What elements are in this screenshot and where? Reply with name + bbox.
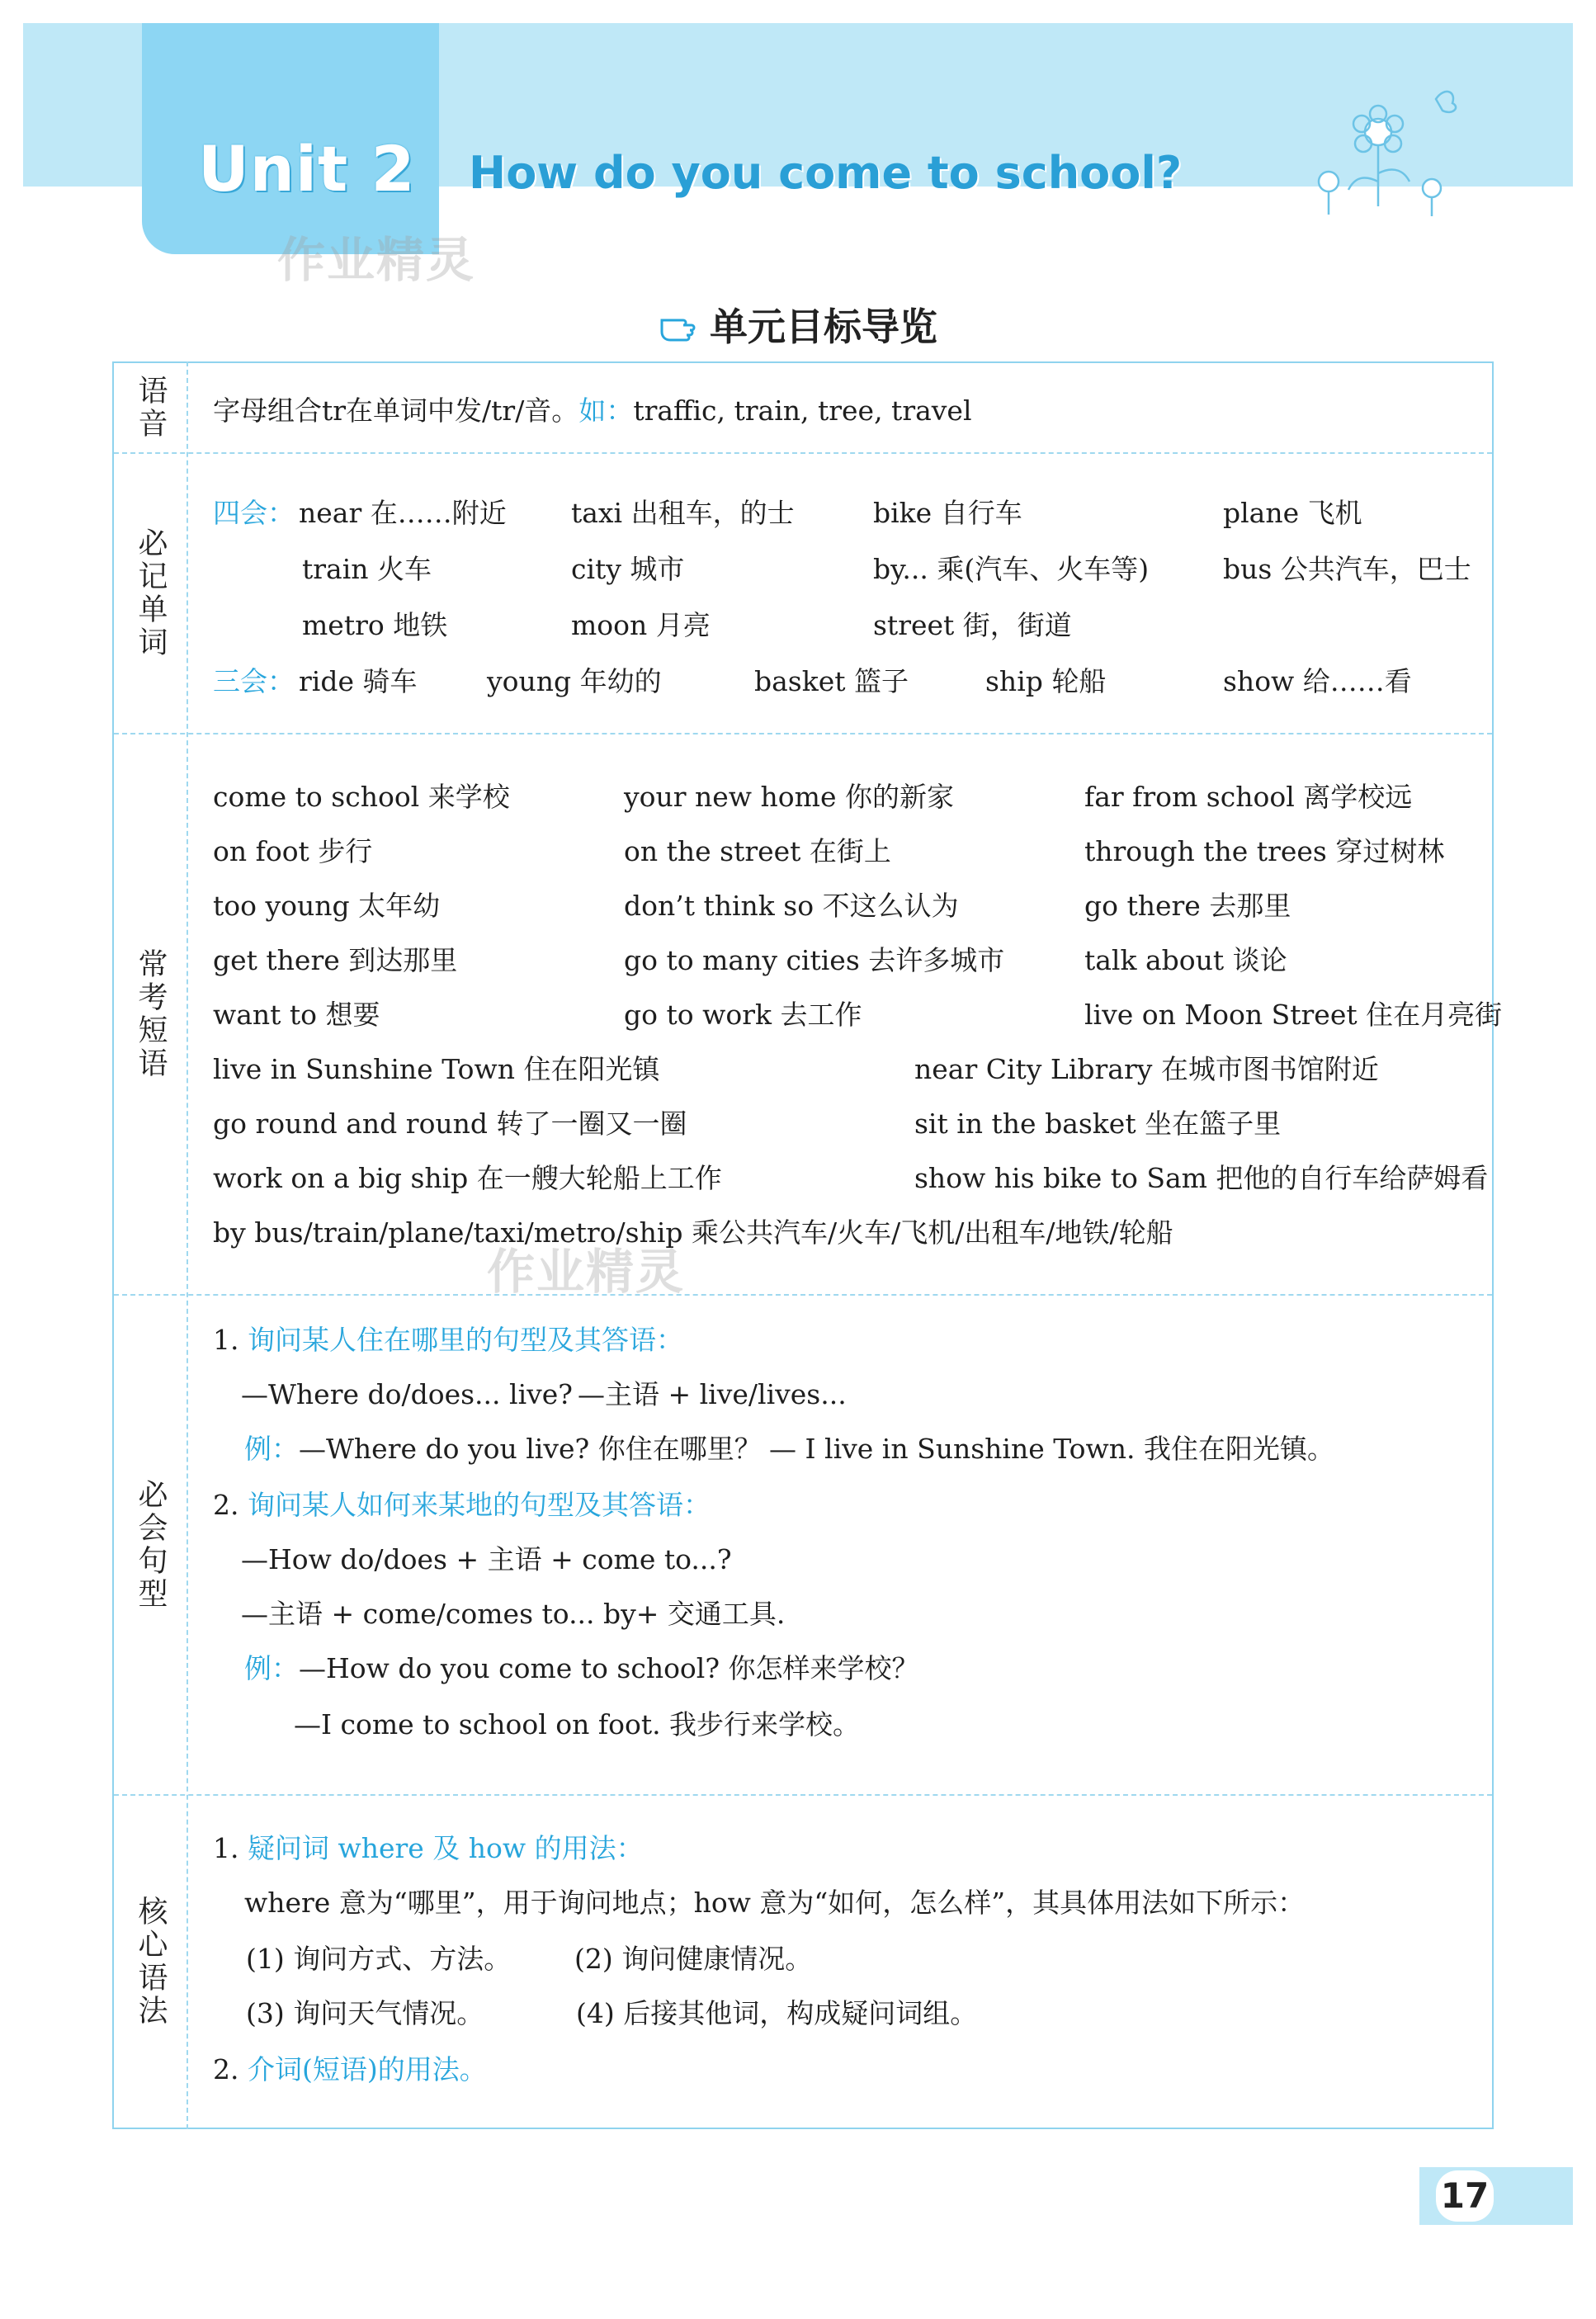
example-answer-1: — I live in Sunshine Town. 我住在阳光镇。: [769, 1433, 1335, 1465]
four-skills-label: 四会：: [213, 497, 295, 529]
pronunciation-line: [213, 394, 972, 427]
grammar-heading-1: [213, 1832, 644, 1865]
phrase-item: go to many cities 去许多城市: [624, 944, 1005, 976]
phrase-item: far from school 离学校远: [1084, 781, 1413, 813]
sentence-heading-2: [213, 1489, 711, 1522]
section-label-sentences: 必会句型: [134, 1479, 168, 1611]
phrase-item: go there 去那里: [1084, 890, 1291, 922]
phrase-item: get there 到达那里: [213, 944, 458, 976]
phrase-item: want to 想要: [213, 999, 380, 1031]
row-divider: [114, 1294, 1492, 1296]
vocab-word: metro 地铁: [302, 609, 448, 641]
sentence-pattern-q1: —Where do/does... live?: [241, 1378, 573, 1410]
unit-label: Unit 2: [198, 132, 416, 205]
vocab-word: plane 飞机: [1223, 497, 1362, 529]
heading-text: 介词(短语)的用法。: [248, 2053, 487, 2085]
pronunciation-rule: 字母组合tr在单词中发/tr/音。: [213, 394, 579, 427]
watermark: 作业精灵: [277, 232, 476, 288]
example-answer-2: —I come to school on foot. 我步行来学校。: [294, 1708, 861, 1740]
unit-title: How do you come to school?: [469, 147, 1183, 199]
vocab-word: by... 乘(汽车、火车等): [873, 553, 1150, 585]
sentence-pattern-q2: —How do/does + 主语 + come to...?: [241, 1543, 732, 1575]
heading-number: 2.: [213, 2053, 239, 2085]
vocab-word: show 给……看: [1223, 665, 1412, 697]
heading-text: 询问某人如何来某地的句型及其答语：: [248, 1489, 711, 1521]
vocab-word: bike 自行车: [873, 497, 1022, 529]
pointing-hand-icon: [659, 310, 701, 345]
vocab-word: moon 月亮: [571, 609, 711, 641]
vocab-word: train 火车: [302, 553, 432, 585]
heading-number: 1.: [213, 1324, 239, 1356]
example-1: [244, 1433, 762, 1466]
pronunciation-examples: traffic, train, tree, travel: [633, 394, 972, 427]
phrase-item: too young 太年幼: [213, 890, 441, 922]
guide-heading-text: 单元目标导览: [710, 305, 937, 349]
three-skills-label: 三会：: [213, 665, 295, 697]
example-label: 例：: [244, 1652, 299, 1684]
sentence-pattern-a2: —主语 + come/comes to... by+ 交通工具.: [241, 1598, 786, 1630]
phrase-item: go round and round 转了一圈又一圈: [213, 1108, 687, 1140]
section-label-grammar: 核心语法: [134, 1896, 168, 2028]
phrase-item: talk about 谈论: [1084, 944, 1287, 976]
vocab-word: bus 公共汽车，巴士: [1223, 553, 1471, 585]
example-question: —How do you come to school? 你怎样来学校？: [299, 1652, 919, 1684]
grammar-item: (1) 询问方式、方法。: [246, 1943, 512, 1975]
sentence-pattern-a1: —主语 + live/lives...: [578, 1378, 847, 1410]
grammar-heading-2: [213, 2053, 487, 2086]
grammar-item: (4) 后接其他词，构成疑问词组。: [576, 1997, 978, 2029]
vocab-word: young 年幼的: [487, 665, 662, 697]
phrase-item: sit in the basket 坐在篮子里: [914, 1108, 1282, 1140]
phrase-item: come to school 来学校: [213, 781, 510, 813]
vocab-word: taxi 出租车，的士: [571, 497, 795, 529]
sentence-heading-1: [213, 1324, 683, 1357]
example-label: 例：: [244, 1433, 299, 1465]
section-label-pronunciation: 语音: [134, 375, 168, 441]
phrase-item: on foot 步行: [213, 835, 373, 867]
vocab-word: ship 轮船: [985, 665, 1107, 697]
phrase-item: live in Sunshine Town 住在阳光镇: [213, 1053, 660, 1085]
row-divider: [114, 452, 1492, 454]
vocab-word: basket 篮子: [754, 665, 909, 697]
guide-heading: [0, 297, 1596, 352]
phrase-item: your new home 你的新家: [624, 781, 954, 813]
flower-decoration-icon: [1296, 83, 1461, 223]
section-label-vocabulary: 必记单词: [134, 527, 168, 659]
phrase-item: work on a big ship 在一艘大轮船上工作: [213, 1162, 722, 1194]
example-question: —Where do you live? 你住在哪里？: [299, 1433, 762, 1465]
phrase-item: live on Moon Street 住在月亮街: [1084, 999, 1503, 1031]
vocab-word: street 街，街道: [873, 609, 1072, 641]
vocab-word: near 在……附近: [299, 497, 507, 529]
grammar-item: (2) 询问健康情况。: [574, 1943, 813, 1975]
vocab-word: city 城市: [571, 553, 685, 585]
heading-text: 询问某人住在哪里的句型及其答语：: [248, 1324, 683, 1356]
row-divider: [114, 1794, 1492, 1796]
phrase-item: near City Library 在城市图书馆附近: [914, 1053, 1379, 1085]
grammar-explanation: where 意为“哪里”，用于询问地点；how 意为“如何，怎么样”，其具体用法如下所示：: [244, 1887, 1306, 1919]
phrase-item: on the street 在街上: [624, 835, 891, 867]
phrase-item: show his bike to Sam 把他的自行车给萨姆看: [914, 1162, 1489, 1194]
phrase-item: go to work 去工作: [624, 999, 862, 1031]
row-divider: [114, 733, 1492, 734]
grammar-item: (3) 询问天气情况。: [246, 1997, 484, 2029]
page-number: 17: [1436, 2170, 1494, 2222]
phrase-item: don’t think so 不这么认为: [624, 890, 959, 922]
example-label: 如：: [578, 394, 634, 427]
heading-number: 1.: [213, 1832, 239, 1864]
phrase-item: through the trees 穿过树林: [1084, 835, 1445, 867]
section-label-phrases: 常考短语: [134, 948, 168, 1080]
heading-number: 2.: [213, 1489, 239, 1521]
vocab-word: ride 骑车: [299, 665, 418, 697]
watermark: 作业精灵: [487, 1244, 686, 1300]
heading-text: 疑问词 where 及 how 的用法：: [248, 1832, 644, 1864]
example-2: [244, 1652, 919, 1685]
phrase-item: by bus/train/plane/taxi/metro/ship 乘公共汽车/火车/飞机/出租车/地铁/轮船: [213, 1216, 1173, 1249]
